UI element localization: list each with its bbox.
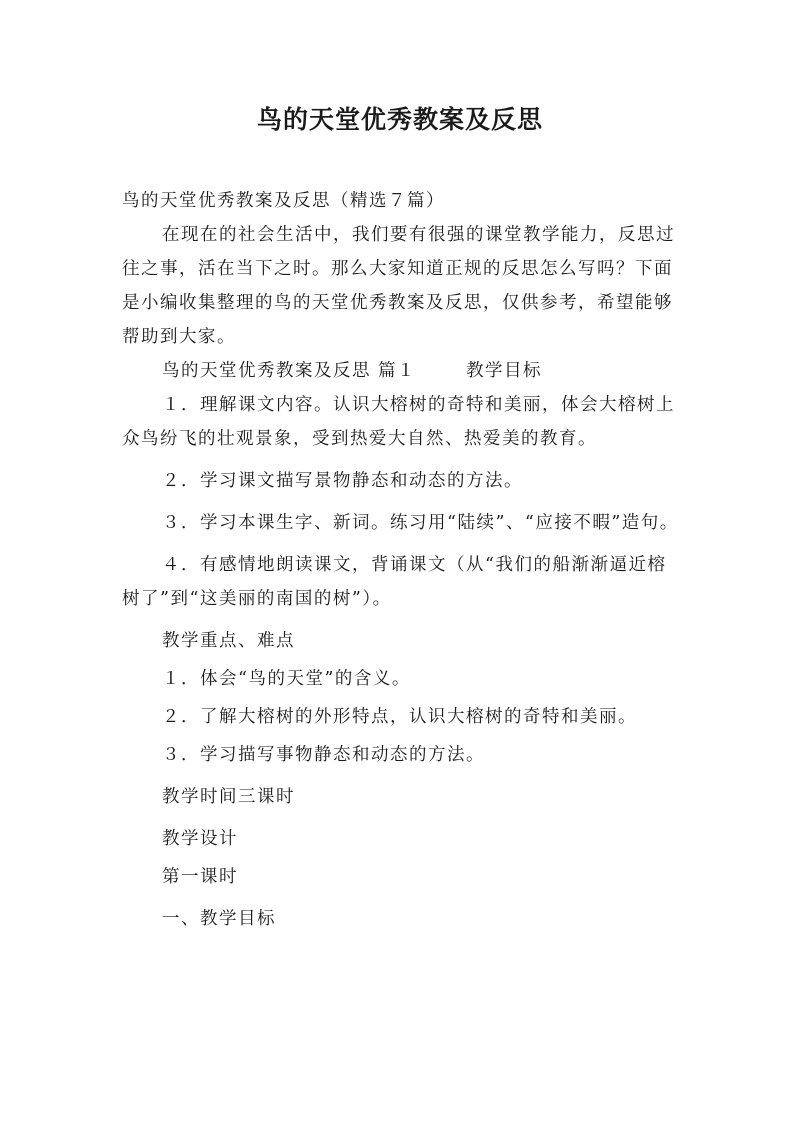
- section-subheading: 教学目标: [466, 361, 543, 381]
- key-point-item-2: ２．了解大榕树的外形特点，认识大榕树的奇特和美丽。: [162, 707, 637, 727]
- document-title: 鸟的天堂优秀教案及反思: [256, 105, 543, 134]
- design-heading: 教学设计: [162, 829, 238, 849]
- document-body: [122, 184, 682, 936]
- section-heading: 鸟的天堂优秀教案及反思 篇１: [162, 361, 417, 381]
- section-heading-line: [122, 354, 682, 388]
- first-lesson-heading: 第一课时: [162, 867, 238, 887]
- first-lesson-item: 一、教学目标: [162, 909, 276, 929]
- document-subtitle: 鸟的天堂优秀教案及反思（精选７篇）: [122, 191, 445, 211]
- teaching-time: 教学时间三课时: [162, 787, 295, 807]
- objective-item-2: ２．学习课文描写景物静态和动态的方法。: [162, 471, 523, 491]
- objective-item-3: ３．学习本课生字、新词。练习用“陆续”、“应接不暇”造句。: [162, 513, 679, 533]
- key-points-heading: 教学重点、难点: [162, 631, 295, 651]
- objective-item-4: ４．有感情地朗读课文，背诵课文（从“我们的船渐渐逼近榕树了”到“这美丽的南国的树”）。: [122, 555, 667, 609]
- intro-paragraph: 在现在的社会生活中，我们要有很强的课堂教学能力，反思过往之事，活在当下之时。那么大家知道正规的反思怎么写吗？下面是小编收集整理的鸟的天堂优秀教案及反思，仅供参考，希望能够帮助到大家。: [122, 225, 675, 347]
- key-point-item-1: １．体会“鸟的天堂”的含义。: [162, 669, 411, 689]
- objective-item-1: １．理解课文内容。认识大榕树的奇特和美丽，体会大榕树上众鸟纷飞的壮观景象，受到热爱大自然、热爱美的教育。: [122, 395, 675, 449]
- key-point-item-3: ３．学习描写事物静态和动态的方法。: [162, 745, 485, 765]
